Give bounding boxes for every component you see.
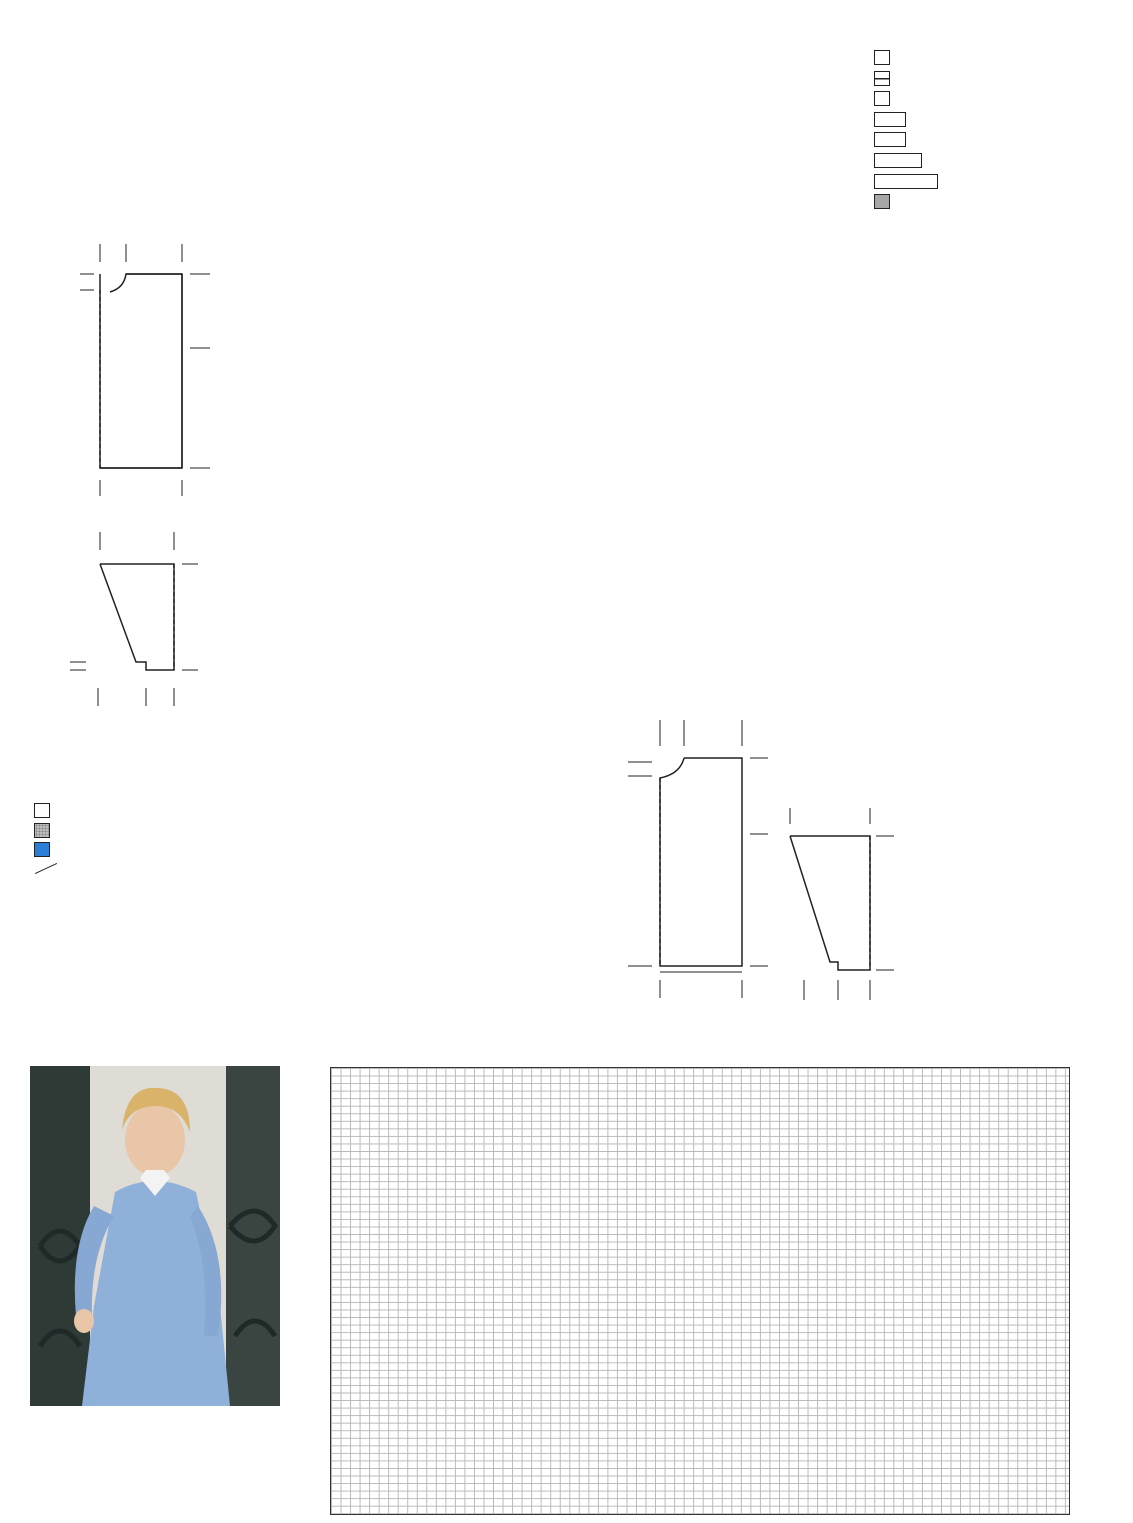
dots-vertical-right — [866, 36, 878, 556]
cross-right-2-icon — [874, 112, 906, 127]
legend-r-item-5 — [874, 132, 1126, 149]
legend-r-item-3 — [874, 91, 1126, 108]
model-heading — [26, 1416, 206, 1426]
legend-r-item-1 — [874, 50, 1126, 67]
cross-left-2-icon — [874, 132, 906, 147]
model-photo — [30, 1066, 280, 1406]
dots-vertical-mid — [296, 4, 308, 1034]
legend-r-item-8 — [874, 194, 1126, 211]
legend-left — [34, 803, 282, 876]
knitting-chart — [330, 1067, 1070, 1515]
legend-item-purl — [34, 823, 282, 840]
gray-swatch-icon — [34, 823, 50, 838]
legend-r-item-6 — [874, 153, 1126, 170]
body-diagram-right — [618, 716, 798, 1006]
blue-swatch-icon — [34, 842, 50, 857]
legend-right — [874, 50, 1126, 211]
legend-item-cross — [34, 860, 282, 877]
sleeve-diagram-left — [62, 528, 222, 718]
white-swatch-icon — [34, 803, 50, 818]
legend-r-item-4 — [874, 112, 1126, 129]
body-diagram-left — [60, 240, 220, 500]
dots-horizontal-left — [32, 1052, 282, 1064]
cross-line-icon — [35, 863, 57, 874]
legend-item-pearl — [34, 842, 282, 859]
legend-r-item-7 — [874, 174, 1126, 191]
cross-left-4-icon — [874, 174, 938, 189]
cross-left-3-icon — [874, 153, 922, 168]
legend-item-knit — [34, 803, 282, 820]
sleeve-diagram-right — [776, 806, 906, 1006]
legend-r-item-2 — [874, 71, 1126, 88]
